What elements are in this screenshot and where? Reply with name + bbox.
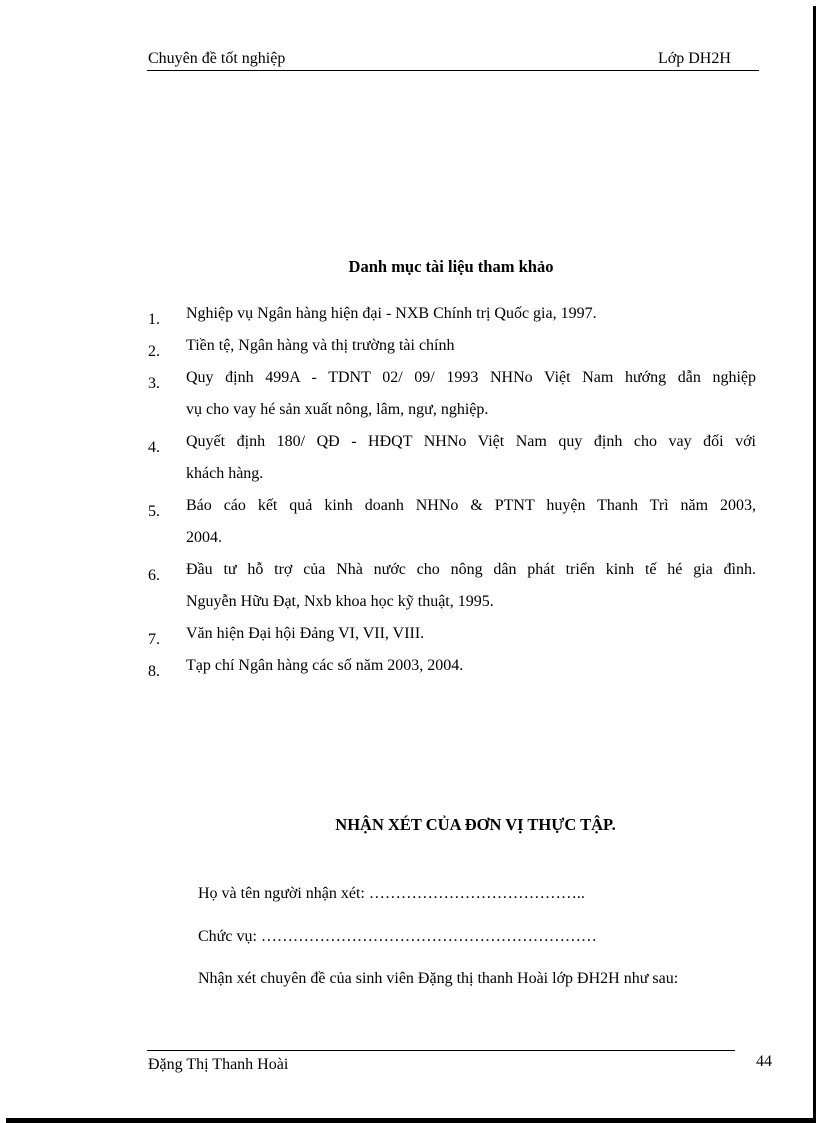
- reference-text-line: khách hàng.: [186, 465, 264, 482]
- reference-text-line: 2004.: [186, 529, 222, 546]
- reference-text-line: Quyết định 180/ QĐ - HĐQT NHNo Việt Nam quy định cho vay đối với: [186, 433, 756, 450]
- reference-number: 5.: [148, 503, 160, 520]
- review-title: NHẬN XÉT CỦA ĐƠN VỊ THỰC TẬP.: [335, 815, 616, 834]
- footer-author: Đặng Thị Thanh Hoài: [148, 1056, 289, 1073]
- reference-text: Tạp chí Ngân hàng các số năm 2003, 2004.: [186, 657, 464, 674]
- reference-number: 6.: [148, 567, 160, 584]
- reference-item: [148, 362, 756, 426]
- reference-item: [148, 490, 756, 554]
- reviewer-position-line: Chức vụ: ………………………………………………………: [198, 928, 597, 945]
- reference-item: [148, 618, 756, 650]
- reference-text-line: Báo cáo kết quả kinh doanh NHNo & PTNT huyện Thanh Trì năm 2003,: [186, 497, 756, 514]
- reference-number: 8.: [148, 663, 160, 680]
- reference-item: [148, 554, 756, 618]
- reference-text-line: vụ cho vay hé sản xuất nông, lâm, ngư, nghiệp.: [186, 401, 489, 418]
- reference-text-line: Nguyễn Hữu Đạt, Nxb khoa học kỹ thuật, 1995.: [186, 593, 494, 610]
- reference-text: Nghiệp vụ Ngân hàng hiện đại - NXB Chính trị Quốc gia, 1997.: [186, 305, 597, 322]
- references-list: [148, 298, 756, 682]
- reference-number: 7.: [148, 631, 160, 648]
- page-number: 44: [756, 1053, 772, 1070]
- reference-text: Văn hiện Đại hội Đảng VI, VII, VIII.: [186, 625, 425, 642]
- reference-text: Tiền tệ, Ngân hàng và thị trường tài chính: [186, 337, 455, 354]
- reference-number: 3.: [148, 375, 160, 392]
- reference-number: 4.: [148, 439, 160, 456]
- references-title: Danh mục tài liệu tham khảo: [348, 257, 554, 276]
- reference-number: 2.: [148, 343, 160, 360]
- reference-item: [148, 298, 756, 330]
- header-document-type: Chuyên đề tốt nghiệp: [148, 50, 286, 67]
- reference-text-line: Đầu tư hỗ trợ của Nhà nước cho nông dân phát triển kinh tế hé gia đình.: [186, 561, 756, 578]
- reviewer-name-line: Họ và tên người nhận xét: …………………………………..: [198, 885, 585, 902]
- review-comment-line: Nhận xét chuyên đề của sinh viên Đặng thị thanh Hoài lớp ĐH2H như sau:: [198, 970, 679, 987]
- reference-item: [148, 426, 756, 490]
- page-shadow-bottom: [6, 1118, 816, 1123]
- reference-number: 1.: [148, 311, 160, 328]
- header-class: Lớp DH2H: [658, 50, 731, 67]
- reference-text-line: Quy định 499A - TDNT 02/ 09/ 1993 NHNo Việt Nam hướng dẫn nghiệp: [186, 369, 756, 386]
- reference-item: [148, 330, 756, 362]
- header-rule: [147, 70, 759, 71]
- footer-rule: [147, 1050, 735, 1051]
- reference-item: [148, 650, 756, 682]
